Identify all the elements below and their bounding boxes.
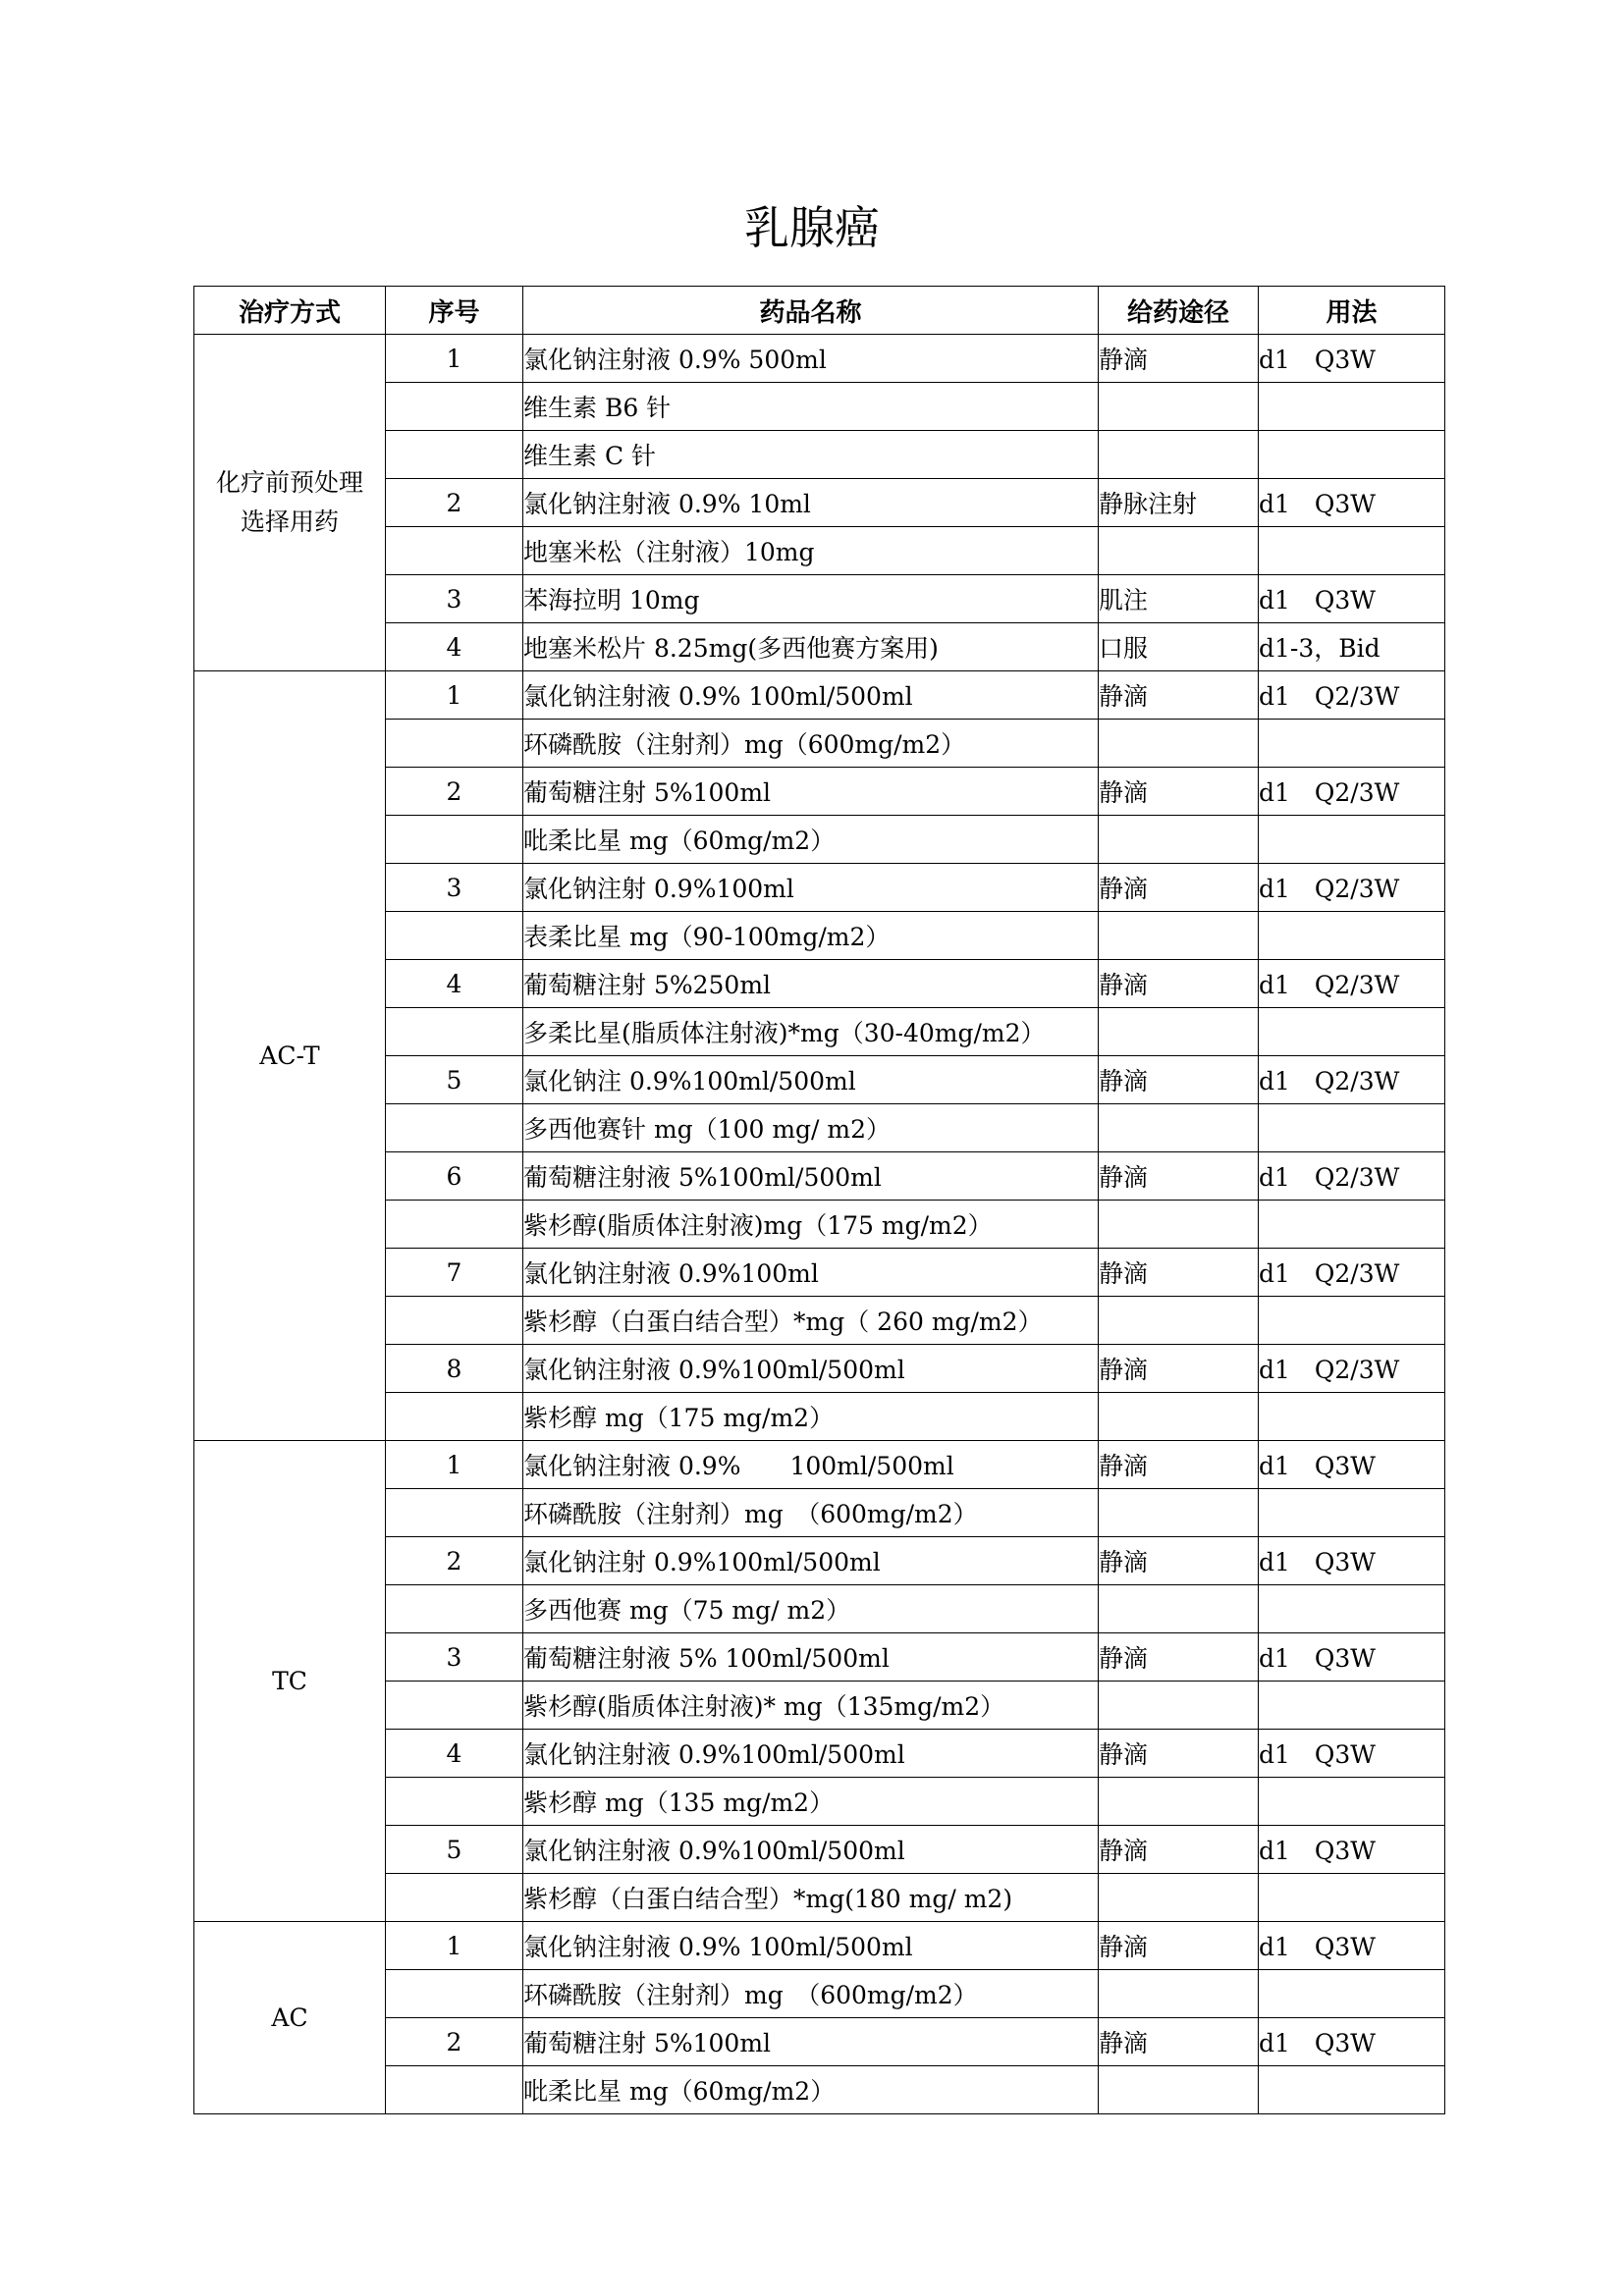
usage-cell bbox=[1259, 1104, 1445, 1152]
drug-name-cell: 氯化钠注射液 0.9% 10ml bbox=[523, 479, 1099, 527]
seq-cell: 1 bbox=[386, 1922, 523, 1970]
drug-name-cell: 环磷酰胺（注射剂）mg （600mg/m2） bbox=[523, 1970, 1099, 2018]
usage-cell: d1 Q3W bbox=[1259, 1441, 1445, 1489]
seq-cell: 3 bbox=[386, 1633, 523, 1682]
usage-cell: d1 Q3W bbox=[1259, 1922, 1445, 1970]
seq-cell bbox=[386, 1585, 523, 1633]
route-cell: 静滴 bbox=[1099, 671, 1259, 720]
seq-cell: 2 bbox=[386, 1537, 523, 1585]
usage-cell bbox=[1259, 720, 1445, 768]
usage-cell: d1 Q3W bbox=[1259, 2018, 1445, 2066]
seq-cell bbox=[386, 2066, 523, 2114]
usage-cell: d1 Q2/3W bbox=[1259, 1152, 1445, 1201]
usage-cell bbox=[1259, 1489, 1445, 1537]
seq-cell bbox=[386, 1008, 523, 1056]
route-cell bbox=[1099, 816, 1259, 864]
seq-cell: 4 bbox=[386, 1730, 523, 1778]
seq-cell: 2 bbox=[386, 2018, 523, 2066]
route-cell bbox=[1099, 1201, 1259, 1249]
seq-cell: 2 bbox=[386, 479, 523, 527]
page-title: 乳腺癌 bbox=[744, 201, 880, 254]
usage-cell: d1 Q3W bbox=[1259, 335, 1445, 383]
seq-cell: 4 bbox=[386, 623, 523, 671]
treatment-group-cell: 化疗前预处理选择用药 bbox=[194, 335, 386, 671]
route-cell: 静脉注射 bbox=[1099, 479, 1259, 527]
usage-cell: d1 Q2/3W bbox=[1259, 1249, 1445, 1297]
seq-cell: 3 bbox=[386, 864, 523, 912]
drug-name-cell: 紫杉醇(脂质体注射液)mg（175 mg/m2） bbox=[523, 1201, 1099, 1249]
usage-cell: d1 Q3W bbox=[1259, 479, 1445, 527]
drug-name-cell: 多西他赛 mg（75 mg/ m2） bbox=[523, 1585, 1099, 1633]
usage-cell bbox=[1259, 1585, 1445, 1633]
drug-name-cell: 吡柔比星 mg（60mg/m2） bbox=[523, 2066, 1099, 2114]
seq-cell bbox=[386, 720, 523, 768]
route-cell bbox=[1099, 1585, 1259, 1633]
seq-cell: 8 bbox=[386, 1345, 523, 1393]
drug-name-cell: 紫杉醇 mg（175 mg/m2） bbox=[523, 1393, 1099, 1441]
seq-cell bbox=[386, 1778, 523, 1826]
seq-cell bbox=[386, 1874, 523, 1922]
drug-name-cell: 地塞米松（注射液）10mg bbox=[523, 527, 1099, 575]
seq-cell bbox=[386, 912, 523, 960]
drug-name-cell: 多西他赛针 mg（100 mg/ m2） bbox=[523, 1104, 1099, 1152]
route-cell bbox=[1099, 1489, 1259, 1537]
drug-name-cell: 维生素 C 针 bbox=[523, 431, 1099, 479]
usage-cell bbox=[1259, 527, 1445, 575]
seq-cell: 2 bbox=[386, 768, 523, 816]
drug-name-cell: 维生素 B6 针 bbox=[523, 383, 1099, 431]
usage-cell: d1 Q3W bbox=[1259, 575, 1445, 623]
drug-name-cell: 氯化钠注射液 0.9% 500ml bbox=[523, 335, 1099, 383]
usage-cell bbox=[1259, 816, 1445, 864]
seq-cell: 5 bbox=[386, 1826, 523, 1874]
usage-cell: d1 Q3W bbox=[1259, 1633, 1445, 1682]
seq-cell: 1 bbox=[386, 335, 523, 383]
usage-cell bbox=[1259, 1297, 1445, 1345]
usage-cell bbox=[1259, 1008, 1445, 1056]
route-cell: 静滴 bbox=[1099, 1441, 1259, 1489]
seq-cell: 6 bbox=[386, 1152, 523, 1201]
drug-name-cell: 紫杉醇(脂质体注射液)* mg（135mg/m2） bbox=[523, 1682, 1099, 1730]
seq-cell bbox=[386, 1201, 523, 1249]
drug-name-cell: 环磷酰胺（注射剂）mg （600mg/m2） bbox=[523, 1489, 1099, 1537]
seq-cell bbox=[386, 383, 523, 431]
drug-name-cell: 氯化钠注射液 0.9% 100ml/500ml bbox=[523, 1922, 1099, 1970]
route-cell bbox=[1099, 912, 1259, 960]
header-usage: 用法 bbox=[1259, 287, 1445, 335]
seq-cell bbox=[386, 1393, 523, 1441]
route-cell bbox=[1099, 1297, 1259, 1345]
table-row bbox=[194, 1922, 1445, 1970]
table-row bbox=[194, 335, 1445, 383]
usage-cell: d1 Q3W bbox=[1259, 1730, 1445, 1778]
usage-cell: d1 Q2/3W bbox=[1259, 671, 1445, 720]
seq-cell: 3 bbox=[386, 575, 523, 623]
seq-cell: 1 bbox=[386, 671, 523, 720]
route-cell: 静滴 bbox=[1099, 768, 1259, 816]
drug-name-cell: 氯化钠注射液 0.9%100ml/500ml bbox=[523, 1730, 1099, 1778]
header-route: 给药途径 bbox=[1099, 287, 1259, 335]
route-cell: 静滴 bbox=[1099, 1633, 1259, 1682]
usage-cell bbox=[1259, 912, 1445, 960]
route-cell bbox=[1099, 1778, 1259, 1826]
usage-cell: d1 Q2/3W bbox=[1259, 768, 1445, 816]
route-cell: 静滴 bbox=[1099, 1056, 1259, 1104]
usage-cell bbox=[1259, 1201, 1445, 1249]
drug-name-cell: 葡萄糖注射 5%250ml bbox=[523, 960, 1099, 1008]
seq-cell bbox=[386, 527, 523, 575]
usage-cell: d1 Q2/3W bbox=[1259, 1345, 1445, 1393]
route-cell bbox=[1099, 1104, 1259, 1152]
seq-cell bbox=[386, 431, 523, 479]
usage-cell: d1-3，Bid bbox=[1259, 623, 1445, 671]
table-row bbox=[194, 1441, 1445, 1489]
route-cell: 静滴 bbox=[1099, 1537, 1259, 1585]
seq-cell bbox=[386, 1682, 523, 1730]
seq-cell bbox=[386, 1970, 523, 2018]
drug-name-cell: 葡萄糖注射液 5%100ml/500ml bbox=[523, 1152, 1099, 1201]
usage-cell: d1 Q3W bbox=[1259, 1826, 1445, 1874]
header-row bbox=[194, 287, 1445, 335]
drug-name-cell: 氯化钠注射液 0.9%100ml/500ml bbox=[523, 1826, 1099, 1874]
usage-cell bbox=[1259, 1874, 1445, 1922]
route-cell: 静滴 bbox=[1099, 1922, 1259, 1970]
drug-name-cell: 紫杉醇（白蛋白结合型）*mg（ 260 mg/m2） bbox=[523, 1297, 1099, 1345]
route-cell bbox=[1099, 1008, 1259, 1056]
usage-cell: d1 Q2/3W bbox=[1259, 1056, 1445, 1104]
drug-name-cell: 吡柔比星 mg（60mg/m2） bbox=[523, 816, 1099, 864]
usage-cell bbox=[1259, 1778, 1445, 1826]
drug-name-cell: 葡萄糖注射液 5% 100ml/500ml bbox=[523, 1633, 1099, 1682]
drug-name-cell: 氯化钠注 0.9%100ml/500ml bbox=[523, 1056, 1099, 1104]
route-cell: 静滴 bbox=[1099, 960, 1259, 1008]
usage-cell bbox=[1259, 1682, 1445, 1730]
seq-cell bbox=[386, 1104, 523, 1152]
route-cell bbox=[1099, 1970, 1259, 2018]
seq-cell: 5 bbox=[386, 1056, 523, 1104]
drug-name-cell: 氯化钠注射液 0.9%100ml/500ml bbox=[523, 1345, 1099, 1393]
seq-cell: 7 bbox=[386, 1249, 523, 1297]
route-cell bbox=[1099, 1393, 1259, 1441]
drug-name-cell: 紫杉醇（白蛋白结合型）*mg(180 mg/ m2) bbox=[523, 1874, 1099, 1922]
treatment-group-cell: AC bbox=[194, 1922, 386, 2114]
route-cell: 静滴 bbox=[1099, 864, 1259, 912]
treatment-group-cell: AC-T bbox=[194, 671, 386, 1441]
usage-cell bbox=[1259, 431, 1445, 479]
header-treatment: 治疗方式 bbox=[194, 287, 386, 335]
route-cell bbox=[1099, 1874, 1259, 1922]
drug-name-cell: 氯化钠注射液 0.9% 100ml/500ml bbox=[523, 1441, 1099, 1489]
header-drug: 药品名称 bbox=[523, 287, 1099, 335]
regimen-table bbox=[193, 286, 1445, 2114]
usage-cell bbox=[1259, 1393, 1445, 1441]
drug-name-cell: 表柔比星 mg（90-100mg/m2） bbox=[523, 912, 1099, 960]
route-cell bbox=[1099, 527, 1259, 575]
drug-name-cell: 氯化钠注射液 0.9% 100ml/500ml bbox=[523, 671, 1099, 720]
header-seq: 序号 bbox=[386, 287, 523, 335]
usage-cell: d1 Q2/3W bbox=[1259, 960, 1445, 1008]
drug-name-cell: 氯化钠注射 0.9%100ml bbox=[523, 864, 1099, 912]
route-cell: 静滴 bbox=[1099, 2018, 1259, 2066]
usage-cell bbox=[1259, 2066, 1445, 2114]
table-body bbox=[194, 335, 1445, 2114]
table-row bbox=[194, 671, 1445, 720]
drug-name-cell: 氯化钠注射液 0.9%100ml bbox=[523, 1249, 1099, 1297]
route-cell: 静滴 bbox=[1099, 335, 1259, 383]
route-cell bbox=[1099, 1682, 1259, 1730]
usage-cell: d1 Q2/3W bbox=[1259, 864, 1445, 912]
route-cell bbox=[1099, 2066, 1259, 2114]
route-cell: 静滴 bbox=[1099, 1152, 1259, 1201]
usage-cell: d1 Q3W bbox=[1259, 1537, 1445, 1585]
seq-cell: 1 bbox=[386, 1441, 523, 1489]
drug-name-cell: 环磷酰胺（注射剂）mg（600mg/m2） bbox=[523, 720, 1099, 768]
drug-name-cell: 氯化钠注射 0.9%100ml/500ml bbox=[523, 1537, 1099, 1585]
drug-name-cell: 地塞米松片 8.25mg(多西他赛方案用) bbox=[523, 623, 1099, 671]
usage-cell bbox=[1259, 383, 1445, 431]
seq-cell bbox=[386, 1297, 523, 1345]
seq-cell bbox=[386, 1489, 523, 1537]
route-cell: 静滴 bbox=[1099, 1345, 1259, 1393]
drug-name-cell: 多柔比星(脂质体注射液)*mg（30-40mg/m2） bbox=[523, 1008, 1099, 1056]
seq-cell bbox=[386, 816, 523, 864]
route-cell: 静滴 bbox=[1099, 1730, 1259, 1778]
drug-name-cell: 葡萄糖注射 5%100ml bbox=[523, 768, 1099, 816]
drug-name-cell: 葡萄糖注射 5%100ml bbox=[523, 2018, 1099, 2066]
drug-name-cell: 紫杉醇 mg（135 mg/m2） bbox=[523, 1778, 1099, 1826]
route-cell: 静滴 bbox=[1099, 1826, 1259, 1874]
usage-cell bbox=[1259, 1970, 1445, 2018]
route-cell bbox=[1099, 720, 1259, 768]
treatment-group-cell: TC bbox=[194, 1441, 386, 1922]
drug-name-cell: 苯海拉明 10mg bbox=[523, 575, 1099, 623]
route-cell: 口服 bbox=[1099, 623, 1259, 671]
route-cell bbox=[1099, 383, 1259, 431]
route-cell: 静滴 bbox=[1099, 1249, 1259, 1297]
route-cell: 肌注 bbox=[1099, 575, 1259, 623]
seq-cell: 4 bbox=[386, 960, 523, 1008]
route-cell bbox=[1099, 431, 1259, 479]
